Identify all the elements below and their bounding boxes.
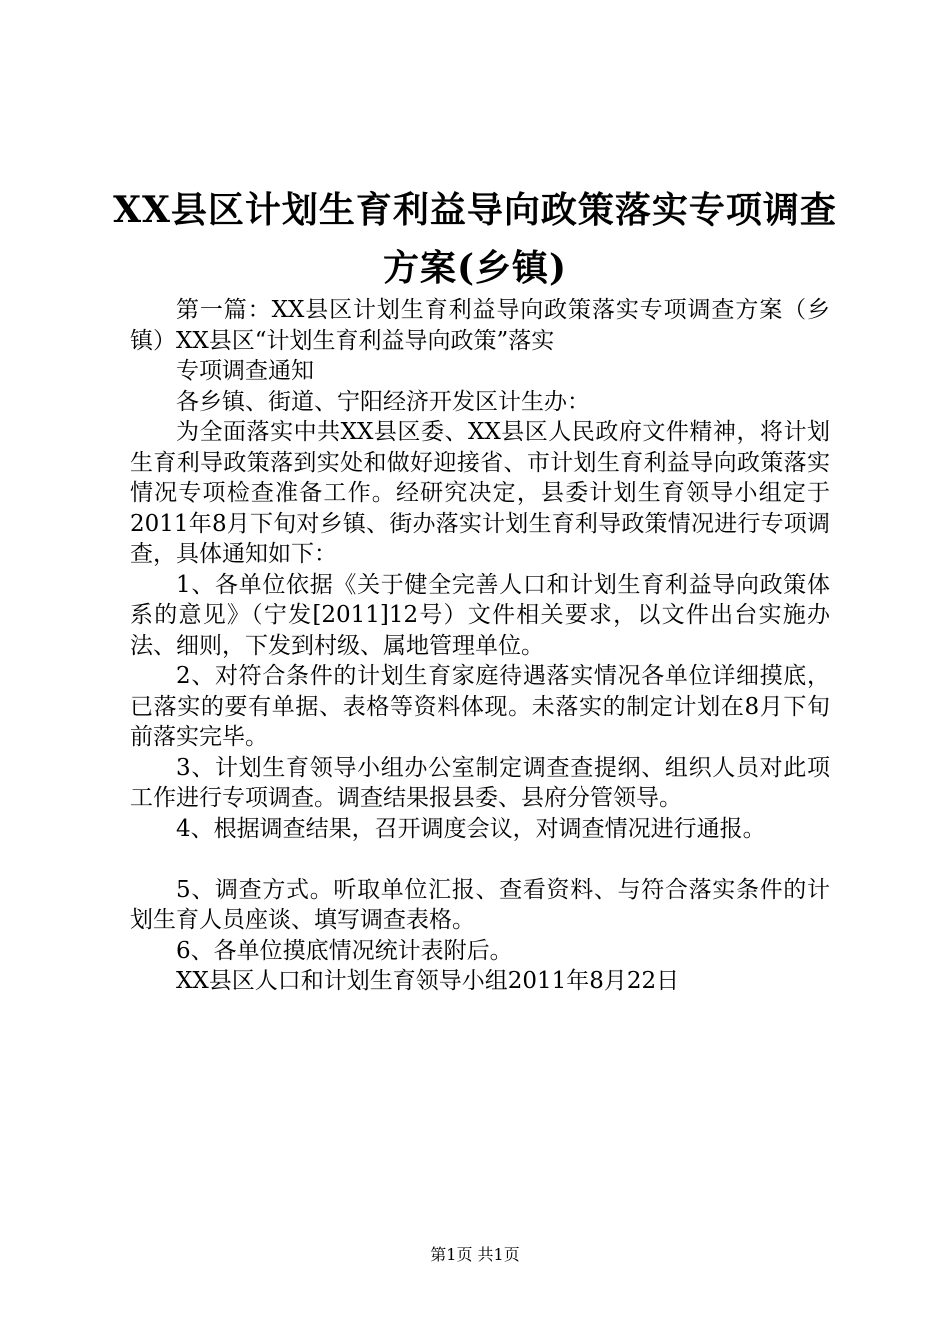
paragraph-notice-title: 专项调查通知 — [176, 358, 314, 384]
paragraph-item-4: 4、根据调查结果，召开调度会议，对调查情况进行通报。 — [176, 815, 766, 842]
paragraph-purpose: 为全面落实中共XX县区委、XX县区人民政府文件精神，将计划生育利导政策落到实处和做好迎接省、市计划生育利益导向政策落实情况专项检查准备工作。经研究决定，县委计划生育领导小组定于2011年8月下旬对乡镇、街办落实计划生育利导政策情况进行专项调查，具体通知如下： — [130, 419, 830, 567]
document-title-line-1: XX县区计划生育利益导向政策落实专项调查 — [113, 189, 837, 231]
paragraph-intro: 第一篇：XX县区计划生育利益导向政策落实专项调查方案（乡镇）XX县区“计划生育利益导向政策”落实 — [130, 297, 830, 354]
page-footer: 第1页 共1页 — [430, 1245, 520, 1264]
paragraph-item-1: 1、各单位依据《关于健全完善人口和计划生育利益导向政策体系的意见》（宁发[2011]12号）文件相关要求，以文件出台实施办法、细则，下发到村级、属地管理单位。 — [130, 571, 830, 659]
paragraph-addressee: 各乡镇、街道、宁阳经济开发区计生办： — [176, 388, 590, 415]
document-title-line-2: 方案(乡镇) — [382, 247, 568, 289]
paragraph-item-2: 2、对符合条件的计划生育家庭待遇落实情况各单位详细摸底，已落实的要有单据、表格等资料体现。未落实的制定计划在8月下旬前落实完毕。 — [130, 663, 830, 750]
blank-line — [130, 844, 830, 875]
document-body — [130, 295, 830, 997]
paragraph-signature: XX县区人口和计划生育领导小组2011年8月22日 — [176, 968, 680, 994]
paragraph-item-5: 5、调查方式。听取单位汇报、查看资料、与符合落实条件的计划生育人员座谈、填写调查表格。 — [130, 876, 830, 933]
paragraph-item-6: 6、各单位摸底情况统计表附后。 — [176, 937, 513, 964]
paragraph-item-3: 3、计划生育领导小组办公室制定调查查提纲、组织人员对此项工作进行专项调查。调查结果报县委、县府分管领导。 — [130, 754, 830, 811]
